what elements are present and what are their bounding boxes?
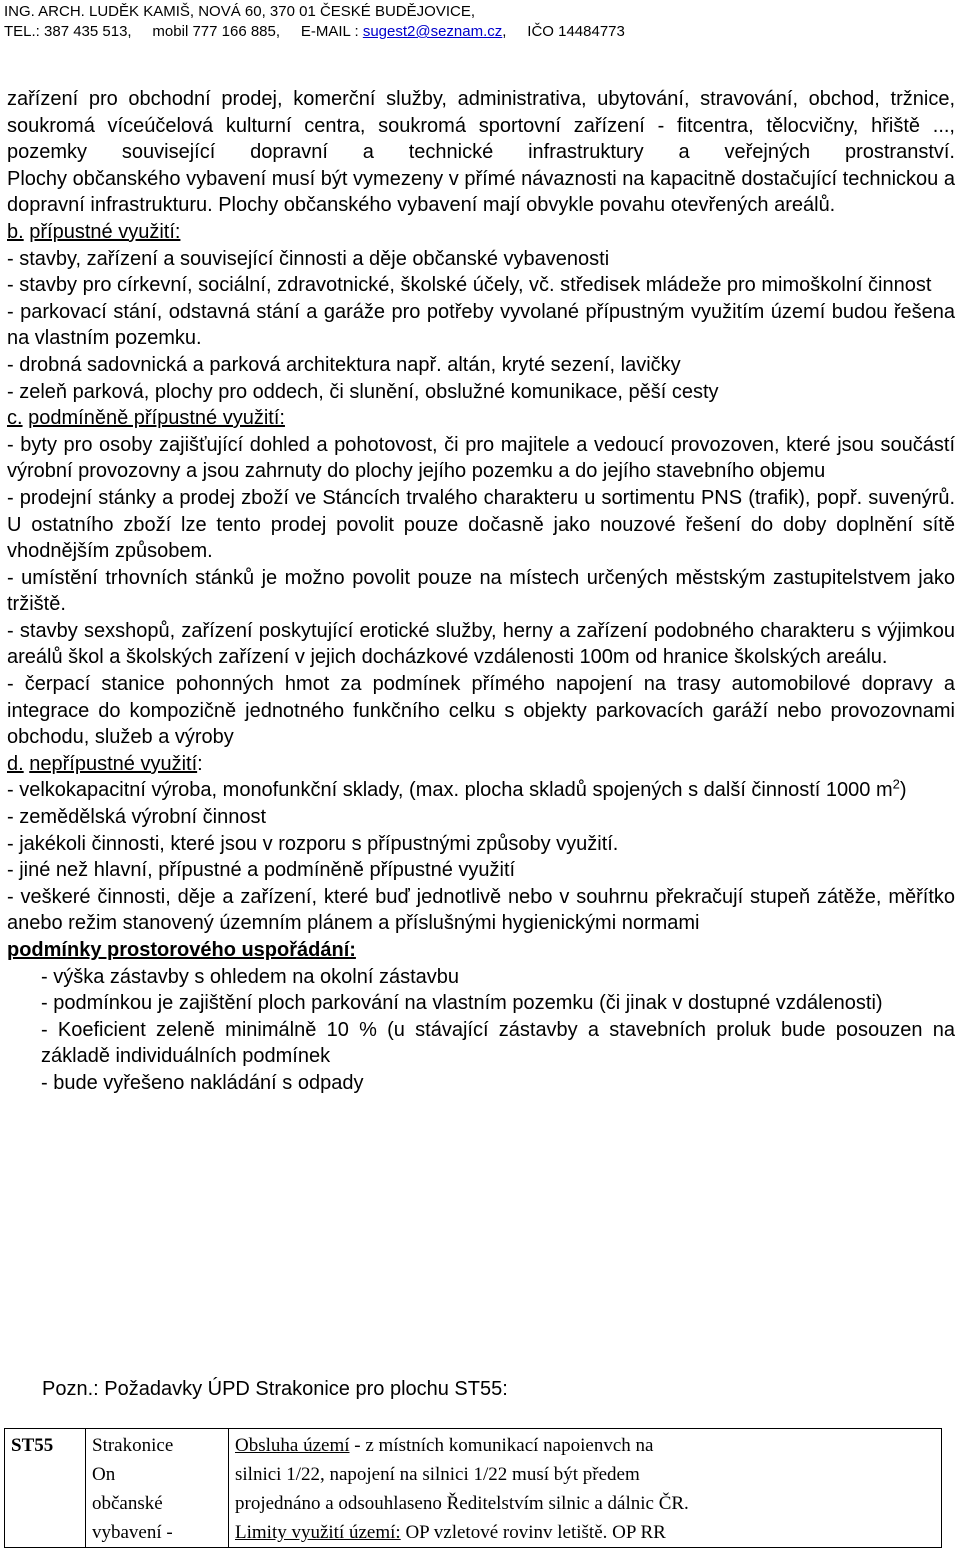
requirements-table xyxy=(4,1428,942,1548)
letterhead xyxy=(4,2,625,42)
conditions-heading: podmínky prostorového uspořádání: xyxy=(7,939,356,961)
table-row xyxy=(5,1429,942,1548)
section-d-heading: d. nepřípustné využití: xyxy=(7,752,203,775)
section-b-item: - stavby pro církevní, sociální, zdravotnické, školské účely, vč. středisek mládeže pro mimoškolní činnost xyxy=(7,274,932,297)
conditions-item: - výška zástavby s ohledem na okolní zástavbu xyxy=(41,965,459,988)
conditions-item: - Koeficient zeleně minimálně 10 % (u stávající zástavby a stavebních proluk bude posouzen na základě individuálních podmínek xyxy=(41,1018,955,1068)
section-b-item: - parkovací stání, odstavná stání a garáže pro potřeby vyvolané přípustným využitím území budou řešena na vlastním pozemku. xyxy=(7,300,955,350)
plot-description-cell: Strakonice On občanské vybavení - xyxy=(86,1429,229,1548)
section-d-item: - zemědělská výrobní činnost xyxy=(7,806,267,829)
section-c-heading: c. podmíněně přípustné využití: xyxy=(7,407,285,430)
document-body xyxy=(7,86,955,1097)
section-d-item: - jakékoli činnosti, které jsou v rozporu s přípustnými způsoby využití. xyxy=(7,832,619,855)
section-c-item: - umístění trhovních stánků je možno povolit pouze na místech určených městským zastupitelstvem jako tržiště. xyxy=(7,566,955,616)
letterhead-address: ING. ARCH. LUDĚK KAMIŠ, NOVÁ 60, 370 01 ČESKÉ BUDĚJOVICE, xyxy=(4,3,475,20)
section-c-item: - prodejní stánky a prodej zboží ve Stáncích trvalého charakteru u sortimentu PNS (trafik), popř. suvenýrů. U ostatního zboží lze tento prodej povolit pouze dočasně jako nouzové řešení do doby doplnění sítě vhodnějším způsobem. xyxy=(7,486,955,563)
requirements-cell: Obsluha území - z místních komunikací napoienvch na silnici 1/22, napojení na silnici 1/22 musí být předem projednáno a odsouhlaseno Ředitelstvím silnic a dálnic ČR. Limity využití území: OP vzletové rovinv letiště. OP RR xyxy=(229,1429,942,1548)
note-text: Pozn.: Požadavky ÚPD Strakonice pro plochu ST55: xyxy=(42,1378,508,1400)
section-d-item: - velkokapacitní výroba, monofunkční sklady, (max. plocha skladů spojených s další činností 1000 $m^2$) xyxy=(7,776,907,802)
section-d-item: - jiné než hlavní, přípustné a podmíněně přípustné využití xyxy=(7,859,516,882)
section-c-item: - byty pro osoby zajišťující dohled a pohotovost, či pro majitele a vedoucí provozoven, které jsou součástí výrobní provozovny a jsou zahrnuty do plochy jejího pozemku a do jejího stavebního objemu xyxy=(7,433,955,483)
conditions-item: - podmínkou je zajištění ploch parkování na vlastním pozemku (či jinak v dostupné vzdálenosti) xyxy=(41,992,883,1015)
conditions-item: - bude vyřešeno nakládání s odpady xyxy=(41,1071,364,1094)
section-b-heading: b. přípustné využití: xyxy=(7,220,181,243)
section-d-item: - veškeré činnosti, děje a zařízení, které buď jednotlivě nebo v souhrnu překračují stupeň zátěže, měřítko anebo režim stanovený územním plánem a příslušnými hygienickými normami xyxy=(7,885,955,935)
email-link[interactable]: sugest2@seznam.cz xyxy=(362,23,503,40)
letterhead-contact xyxy=(4,22,625,42)
plot-code-cell: ST55 xyxy=(5,1429,86,1548)
section-c-item: - stavby sexshopů, zařízení poskytující erotické služby, herny a zařízení podobného charakteru s výjimkou areálů škol a školských zařízení v jejich docházkové vzdálenosti 100m od hranice školských areálu. xyxy=(7,619,955,669)
letterhead-ico: , IČO 14484773 xyxy=(502,23,625,40)
intro-paragraph-1: zařízení pro obchodní prodej, komerční služby, administrativa, ubytování, stravování, obchod, tržnice, soukromá víceúčelová kulturní centra, soukromá sportovní zařízení - fitcentra, tělocvičny, hřiště ..., pozemky související dopravní a technické infrastruktury a veřejných prostranství. xyxy=(7,88,955,164)
section-b-item: - zeleň parková, plochy pro oddech, či slunění, obslužné komunikace, pěší cesty xyxy=(7,380,719,403)
intro-paragraph-2: Plochy občanského vybavení musí být vymezeny v přímé návaznosti na kapacitně dostačující technickou a dopravní infrastrukturu. Plochy občanského vybavení mají obvykle povahu otevřených areálů. xyxy=(7,167,955,217)
section-b-item: - stavby, zařízení a související činnosti a děje občanské vybavenosti xyxy=(7,247,610,270)
letterhead-phones: TEL.: 387 435 513, mobil 777 166 885, E-MAIL : xyxy=(4,23,363,40)
section-b-item: - drobná sadovnická a parková architektura např. altán, kryté sezení, lavičky xyxy=(7,353,681,376)
section-c-item: - čerpací stanice pohonných hmot za podmínek přímého napojení na trasy automobilové dopravy a integrace do kompozičně jednotného funkčního celku s objekty parkovacích garáží nebo provozovnami obchodu, služeb a výroby xyxy=(7,673,955,749)
